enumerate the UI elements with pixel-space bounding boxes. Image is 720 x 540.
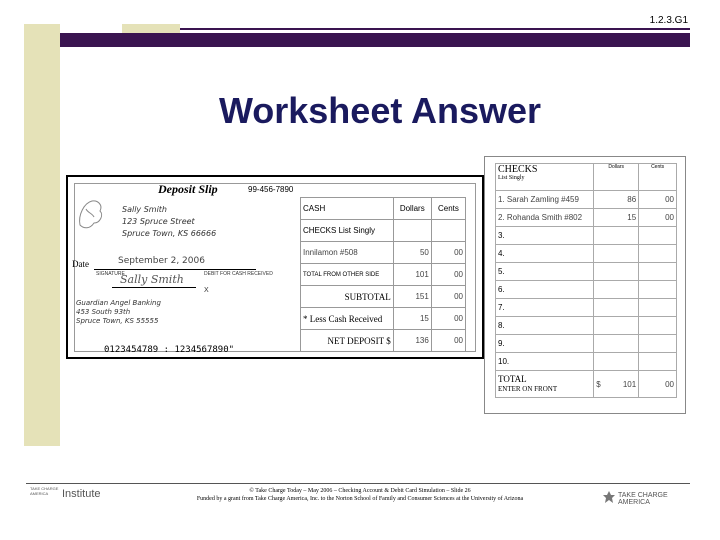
table-row: 8. <box>496 317 677 335</box>
checks-table <box>495 163 677 398</box>
subtotal-label: SUBTOTAL <box>301 286 394 308</box>
table-row <box>301 198 466 220</box>
total-label: TOTAL <box>498 374 527 384</box>
table-row: 6. <box>496 281 677 299</box>
x-mark: X <box>204 287 209 294</box>
footer-copyright: © Take Charge Today – May 2006 – Checking Account & Debit Card Simulation – Slide 26 <box>249 488 471 494</box>
table-row: 10. <box>496 353 677 371</box>
table-row: NET DEPOSIT $ 136 00 <box>301 330 466 352</box>
table-row: TOTAL ENTER ON FRONT $ 101 00 <box>496 371 677 398</box>
logo-left-text: TAKE CHARGE AMERICA <box>30 486 59 496</box>
slide-title: Worksheet Answer <box>218 90 542 131</box>
checks-label: CHECKS List Singly <box>301 220 394 242</box>
star-icon <box>602 490 616 504</box>
net-deposit-label: NET DEPOSIT $ <box>301 330 394 352</box>
cents-header: Cents <box>431 198 465 220</box>
signature-caption: SIGNATURE <box>96 271 125 277</box>
address-line-2: Spruce Town, KS 66666 <box>122 229 217 238</box>
logo-right-text: TAKE CHARGE AMERICA <box>618 492 668 506</box>
slide-code: 1.2.3.G1 <box>649 15 688 26</box>
checks-list-panel <box>484 156 686 414</box>
table-row: 5. <box>496 263 677 281</box>
logo-left-institute: Institute <box>62 488 101 500</box>
bank-info <box>76 299 161 326</box>
payee: Sarah Zamling #459 <box>506 195 579 204</box>
address-line-1: 123 Spruce Street <box>122 217 195 226</box>
micr-line: 0123454789 : 1234567890" <box>104 345 235 355</box>
table-row: 7. <box>496 299 677 317</box>
signature-line <box>112 287 196 288</box>
deposit-slip <box>66 175 484 359</box>
table-row: 4. <box>496 245 677 263</box>
top-accent-bar <box>60 33 690 47</box>
table-row: SUBTOTAL 151 00 <box>301 286 466 308</box>
table-row: 3. <box>496 227 677 245</box>
top-thin-line <box>180 28 690 30</box>
total-other-side-label: TOTAL FROM OTHER SIDE <box>301 264 394 286</box>
cents-header: Cents <box>639 164 677 191</box>
debit-caption: DEBIT FOR CASH RECEIVED <box>204 271 273 277</box>
dollars-header: Dollars <box>393 198 431 220</box>
table-row <box>301 220 466 242</box>
date-label: Date <box>72 259 89 269</box>
table-row: * Less Cash Received 15 00 <box>301 308 466 330</box>
footer-divider <box>26 483 690 484</box>
table-row: Innilamon #508 50 00 <box>301 242 466 264</box>
bank-city: Spruce Town, KS 55555 <box>76 317 159 325</box>
table-row: 1. Sarah Zamling #459 86 00 <box>496 191 677 209</box>
date-value: September 2, 2006 <box>118 256 205 266</box>
less-cash-label: * Less Cash Received <box>301 308 394 330</box>
take-charge-america-logo <box>602 490 688 504</box>
deposit-amounts-table <box>300 197 466 352</box>
cash-label: CASH <box>301 198 394 220</box>
date-line <box>94 269 256 270</box>
account-holder-name: Sally Smith <box>122 205 168 214</box>
table-row: 2. Rohanda Smith #802 15 00 <box>496 209 677 227</box>
table-row <box>496 164 677 191</box>
routing-number: 99-456-7890 <box>248 185 294 194</box>
check-item: Innilamon #508 <box>301 242 394 264</box>
checks-title: CHECKS <box>498 164 538 175</box>
signature: Sally Smith <box>120 273 184 286</box>
footer-funding: Funded by a grant from Take Charge America, Inc. to the Norton School of Family and Consumer Sciences at the University of Arizona <box>196 496 524 502</box>
deposit-slip-title: Deposit Slip <box>158 182 218 196</box>
dollars-header: Dollars <box>594 164 639 191</box>
enter-on-front-label: ENTER ON FRONT <box>498 385 558 393</box>
payee: Rohanda Smith #802 <box>506 213 583 222</box>
bank-name: Guardian Angel Banking <box>76 299 161 307</box>
bank-address: 453 South 93th <box>76 308 131 316</box>
table-row: 9. <box>496 335 677 353</box>
checks-subtitle: List Singly <box>498 175 525 181</box>
table-row: TOTAL FROM OTHER SIDE 101 00 <box>301 264 466 286</box>
bank-logo-icon <box>76 197 106 233</box>
left-accent-bar <box>24 24 60 446</box>
